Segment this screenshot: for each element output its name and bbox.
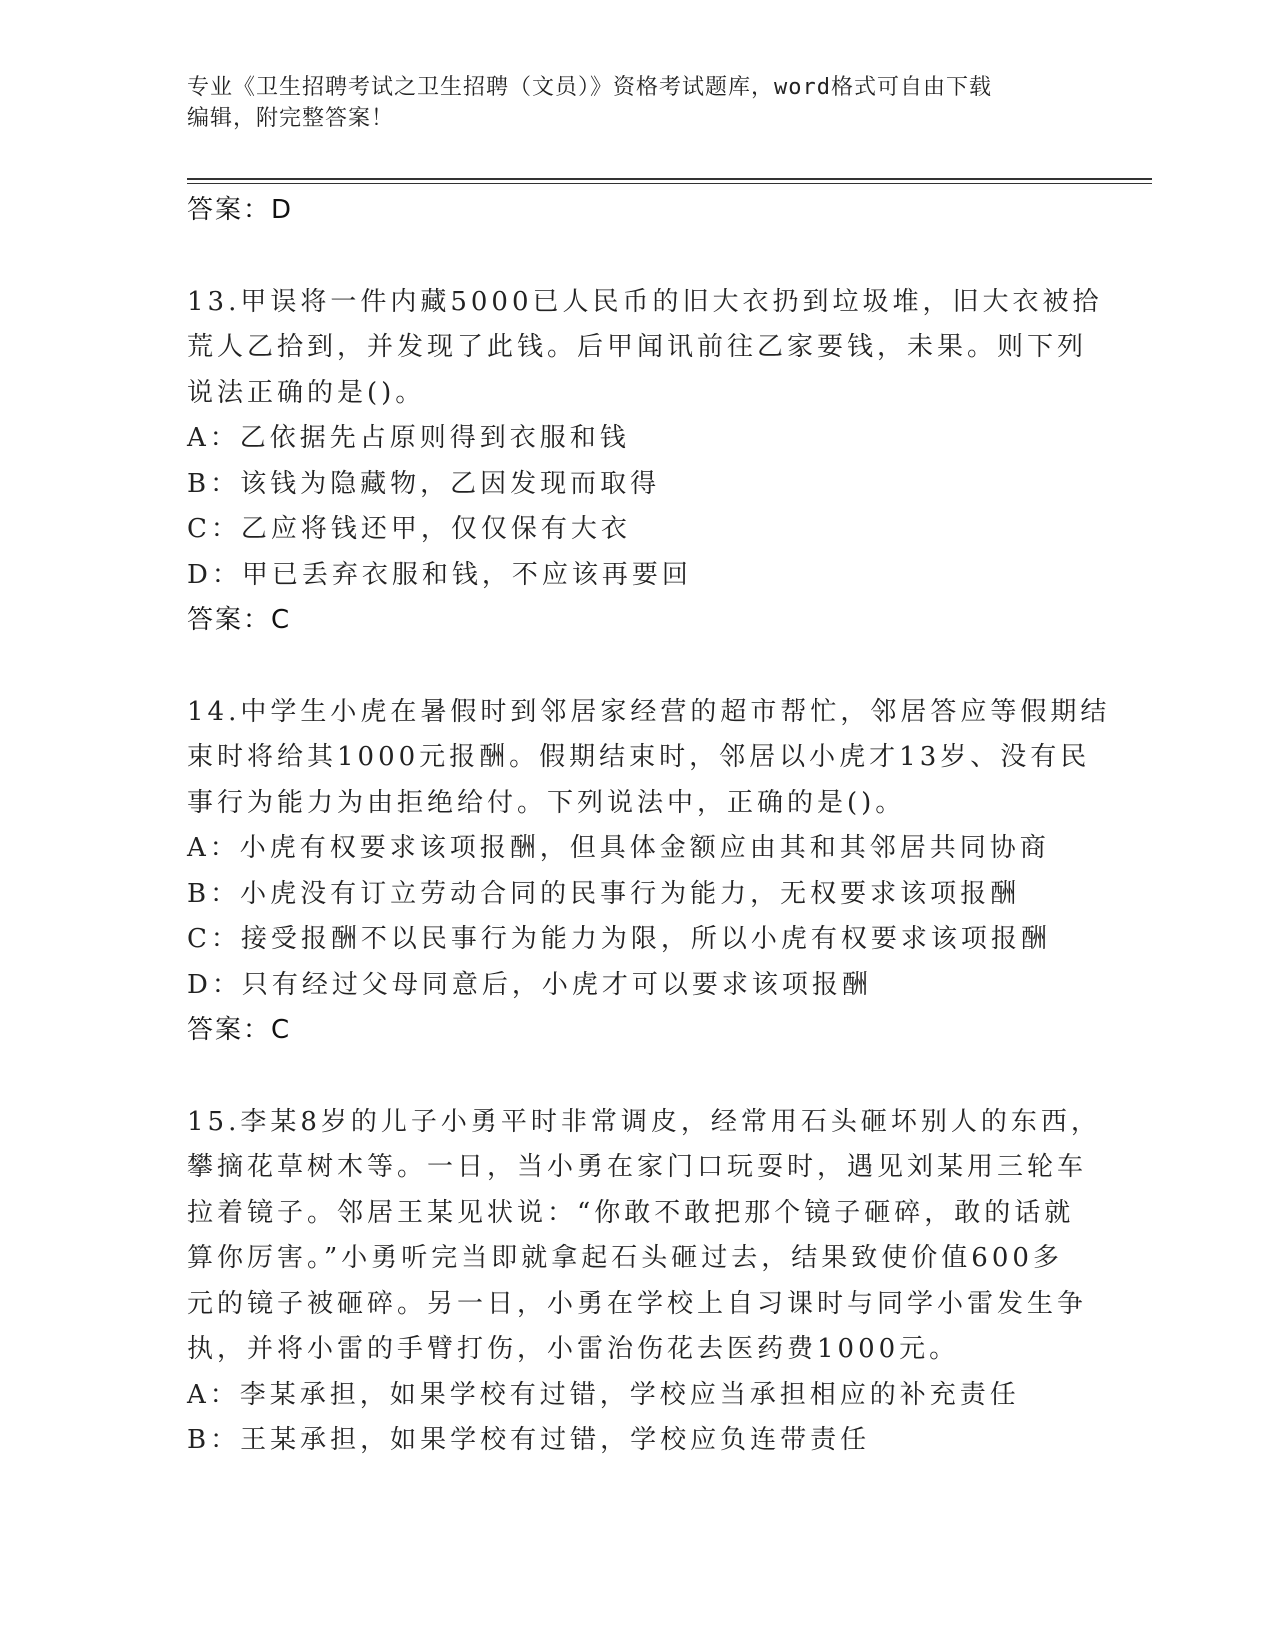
option-d: D：只有经过父母同意后，小虎才可以要求该项报酬	[187, 969, 872, 1000]
question-text-line: 拉着镜子。邻居王某见状说：“你敢不敢把那个镜子砸碎，敢的话就	[187, 1197, 1075, 1228]
option-b: B：小虎没有订立劳动合同的民事行为能力，无权要求该项报酬	[187, 878, 1021, 909]
document-header	[187, 72, 1067, 134]
option-a: A：李某承担，如果学校有过错，学校应当承担相应的补充责任	[187, 1379, 1020, 1410]
option-a: A：小虎有权要求该项报酬，但具体金额应由其和其邻居共同协商	[187, 833, 1050, 863]
question-text-line: 15.李某8岁的儿子小勇平时非常调皮，经常用石头砸坏别人的东西，	[187, 1106, 1101, 1137]
spacer	[187, 1054, 1067, 1100]
question-text-line: 13.甲误将一件内藏5000已人民币的旧大衣扔到垃圾堆，旧大衣被拾	[187, 286, 1103, 317]
question-text-line: 说法正确的是()。	[187, 377, 426, 408]
question-text-line: 束时将给其1000元报酬。假期结束时，邻居以小虎才13岁、没有民	[187, 742, 1091, 772]
question-13	[187, 280, 1103, 644]
option-d: D：甲已丢弃衣服和钱，不应该再要回	[187, 559, 692, 590]
question-text-line: 元的镜子被砸碎。另一日，小勇在学校上自习课时与同学小雷发生争	[187, 1288, 1088, 1319]
header-divider-thick	[187, 178, 1152, 180]
option-a: A：乙依据先占原则得到衣服和钱	[187, 423, 630, 453]
question-text-line: 14.中学生小虎在暑假时到邻居家经营的超市帮忙，邻居答应等假期结	[187, 696, 1111, 727]
header-line-1: 专业《卫生招聘考试之卫生招聘（文员）》资格考试题库，word格式可自由下载	[187, 75, 992, 100]
option-b: B：王某承担，如果学校有过错，学校应负连带责任	[187, 1425, 871, 1455]
question-14	[187, 690, 1111, 1054]
spacer	[187, 234, 1067, 280]
previous-answer: 答案：D	[187, 195, 294, 225]
question-text-line: 荒人乙拾到，并发现了此钱。后甲闻讯前往乙家要钱，未果。则下列	[187, 332, 1088, 362]
header-divider-thin	[187, 183, 1152, 184]
question-text-line: 事行为能力为由拒绝给付。下列说法中，正确的是()。	[187, 787, 906, 818]
answer: 答案：C	[187, 1015, 292, 1045]
question-text-line: 算你厉害。”小勇听完当即就拿起石头砸过去，结果致使价值600多	[187, 1243, 1063, 1273]
question-text-line: 攀摘花草树木等。一日，当小勇在家门口玩耍时，遇见刘某用三轮车	[187, 1152, 1088, 1182]
question-text-line: 执，并将小雷的手臂打伤，小雷治伤花去医药费1000元。	[187, 1334, 960, 1364]
option-b: B：该钱为隐藏物，乙因发现而取得	[187, 468, 661, 499]
option-c: C：乙应将钱还甲，仅仅保有大衣	[187, 514, 631, 544]
answer: 答案：C	[187, 605, 292, 635]
spacer	[187, 644, 1067, 690]
header-line-2: 编辑，附完整答案！	[187, 106, 395, 131]
document-body	[187, 188, 1111, 1464]
option-c: C：接受报酬不以民事行为能力为限，所以小虎有权要求该项报酬	[187, 924, 1051, 954]
question-15	[187, 1100, 1101, 1464]
